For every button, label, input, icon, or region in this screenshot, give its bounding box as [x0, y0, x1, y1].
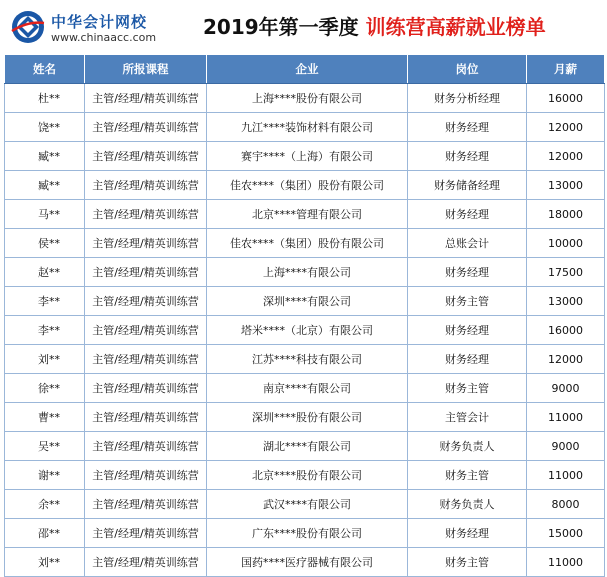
logo-chinese-name: 中华会计网校 [51, 13, 148, 31]
cell-course: 主管/经理/精英训练营 [85, 229, 207, 258]
table-row [5, 171, 605, 200]
cell-course: 主管/经理/精英训练营 [85, 287, 207, 316]
cell-company: 武汉****有限公司 [207, 490, 408, 519]
cell-company: 上海****股份有限公司 [207, 84, 408, 113]
cell-company: 佳农****（集团）股份有限公司 [207, 229, 408, 258]
cell-name: 刘** [5, 345, 85, 374]
cell-company: 赛宇****（上海）有限公司 [207, 142, 408, 171]
cell-course: 主管/经理/精英训练营 [85, 490, 207, 519]
column-header-name: 姓名 [5, 55, 85, 84]
cell-name: 刘** [5, 548, 85, 577]
cell-position: 财务经理 [408, 142, 527, 171]
cell-position: 财务经理 [408, 345, 527, 374]
cell-name: 徐** [5, 374, 85, 403]
cell-course: 主管/经理/精英训练营 [85, 171, 207, 200]
cell-course: 主管/经理/精英训练营 [85, 316, 207, 345]
cell-company: 广东****股份有限公司 [207, 519, 408, 548]
cell-salary: 18000 [527, 200, 605, 229]
cell-company: 北京****股份有限公司 [207, 461, 408, 490]
table-row [5, 229, 605, 258]
column-header-course: 所报课程 [85, 55, 207, 84]
cell-name: 臧** [5, 171, 85, 200]
table-row [5, 258, 605, 287]
cell-course: 主管/经理/精英训练营 [85, 548, 207, 577]
logo-url: www.chinaacc.com [51, 31, 157, 44]
title-highlight: 训练营高薪就业榜单 [365, 15, 546, 39]
cell-name: 饶** [5, 113, 85, 142]
cell-name: 李** [5, 316, 85, 345]
cell-name: 谢** [5, 461, 85, 490]
table-row [5, 432, 605, 461]
table-row [5, 113, 605, 142]
cell-course: 主管/经理/精英训练营 [85, 432, 207, 461]
cell-salary: 15000 [527, 519, 605, 548]
table-row [5, 490, 605, 519]
cell-company: 塔米****（北京）有限公司 [207, 316, 408, 345]
cell-position: 财务主管 [408, 287, 527, 316]
cell-company: 湖北****有限公司 [207, 432, 408, 461]
cell-name: 杜** [5, 84, 85, 113]
cell-salary: 11000 [527, 403, 605, 432]
cell-course: 主管/经理/精英训练营 [85, 519, 207, 548]
table-row [5, 316, 605, 345]
page-header [0, 0, 607, 52]
cell-company: 深圳****股份有限公司 [207, 403, 408, 432]
cell-company: 江苏****科技有限公司 [207, 345, 408, 374]
cell-salary: 13000 [527, 287, 605, 316]
cell-name: 臧** [5, 142, 85, 171]
cell-position: 财务主管 [408, 461, 527, 490]
cell-position: 财务经理 [408, 258, 527, 287]
cell-salary: 12000 [527, 113, 605, 142]
cell-name: 马** [5, 200, 85, 229]
cell-name: 李** [5, 287, 85, 316]
cell-company: 南京****有限公司 [207, 374, 408, 403]
cell-salary: 11000 [527, 548, 605, 577]
cell-course: 主管/经理/精英训练营 [85, 461, 207, 490]
table-row [5, 142, 605, 171]
cell-position: 财务经理 [408, 113, 527, 142]
cell-salary: 16000 [527, 84, 605, 113]
cell-salary: 8000 [527, 490, 605, 519]
cell-salary: 9000 [527, 374, 605, 403]
cell-salary: 9000 [527, 432, 605, 461]
cell-company: 国药****医疗器械有限公司 [207, 548, 408, 577]
cell-course: 主管/经理/精英训练营 [85, 84, 207, 113]
column-header-salary: 月薪 [527, 55, 605, 84]
cell-position: 财务负责人 [408, 432, 527, 461]
column-header-company: 企业 [207, 55, 408, 84]
cell-salary: 16000 [527, 316, 605, 345]
table-row [5, 84, 605, 113]
cell-company: 佳农****（集团）股份有限公司 [207, 171, 408, 200]
cell-company: 九江****装饰材料有限公司 [207, 113, 408, 142]
cell-course: 主管/经理/精英训练营 [85, 403, 207, 432]
table-row [5, 200, 605, 229]
cell-position: 财务主管 [408, 374, 527, 403]
cell-course: 主管/经理/精英训练营 [85, 345, 207, 374]
cell-name: 邵** [5, 519, 85, 548]
cell-name: 余** [5, 490, 85, 519]
chinaacc-logo-icon [10, 9, 46, 45]
cell-name: 吴** [5, 432, 85, 461]
cell-position: 财务分析经理 [408, 84, 527, 113]
table-row [5, 519, 605, 548]
table-row [5, 287, 605, 316]
page-title [203, 11, 546, 40]
cell-course: 主管/经理/精英训练营 [85, 200, 207, 229]
cell-name: 侯** [5, 229, 85, 258]
table-row [5, 548, 605, 577]
table-row [5, 374, 605, 403]
cell-position: 财务储备经理 [408, 171, 527, 200]
title-period: 2019年第一季度 [203, 15, 359, 39]
employment-table [4, 54, 605, 577]
cell-course: 主管/经理/精英训练营 [85, 258, 207, 287]
cell-position: 财务经理 [408, 316, 527, 345]
cell-position: 财务经理 [408, 200, 527, 229]
cell-salary: 17500 [527, 258, 605, 287]
table-row [5, 345, 605, 374]
table-row [5, 403, 605, 432]
cell-salary: 11000 [527, 461, 605, 490]
cell-position: 主管会计 [408, 403, 527, 432]
cell-company: 上海****有限公司 [207, 258, 408, 287]
column-header-position: 岗位 [408, 55, 527, 84]
cell-position: 财务主管 [408, 548, 527, 577]
cell-course: 主管/经理/精英训练营 [85, 113, 207, 142]
cell-course: 主管/经理/精英训练营 [85, 142, 207, 171]
cell-company: 北京****管理有限公司 [207, 200, 408, 229]
table-header-row [5, 55, 605, 84]
cell-company: 深圳****有限公司 [207, 287, 408, 316]
table-row [5, 461, 605, 490]
cell-salary: 10000 [527, 229, 605, 258]
cell-position: 财务负责人 [408, 490, 527, 519]
cell-salary: 12000 [527, 142, 605, 171]
cell-salary: 12000 [527, 345, 605, 374]
cell-salary: 13000 [527, 171, 605, 200]
cell-position: 财务经理 [408, 519, 527, 548]
cell-position: 总账会计 [408, 229, 527, 258]
table-body [5, 84, 605, 577]
cell-name: 曹** [5, 403, 85, 432]
cell-course: 主管/经理/精英训练营 [85, 374, 207, 403]
cell-name: 赵** [5, 258, 85, 287]
